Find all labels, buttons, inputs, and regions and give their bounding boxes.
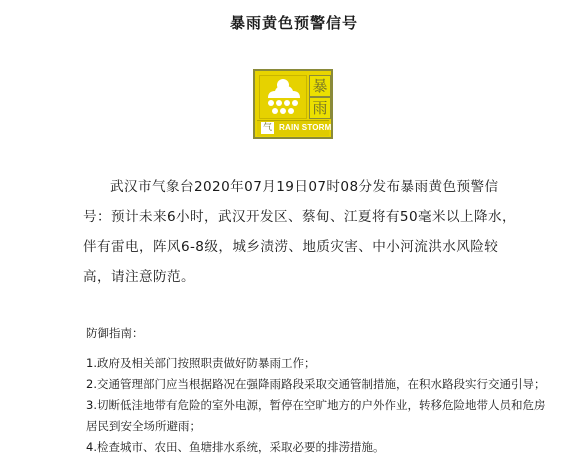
warning-char-bottom: 雨 <box>309 97 331 119</box>
page-title: 暴雨黄色预警信号 <box>229 14 358 32</box>
meteorology-logo-icon: 气 <box>262 123 272 133</box>
warning-label-band <box>257 120 332 136</box>
guide-heading: 防御指南： <box>86 326 144 340</box>
guide-list <box>86 353 546 458</box>
warning-label-en: RAIN STORM <box>279 123 332 132</box>
guide-item: 3.切断低洼地带有危险的室外电源，暂停在空旷地方的户外作业，转移危险地带人员和危房居民到安全场所避雨； <box>86 398 546 433</box>
guide-item: 2.交通管理部门应当根据路况在强降雨路段采取交通管制措施，在积水路段实行交通引导； <box>86 377 546 391</box>
warning-char-top: 暴 <box>309 75 331 97</box>
warning-body-text: 武汉市气象台2020年07月19日07时08分发布暴雨黄色预警信号：预计未来6小时，武汉开发区、蔡甸、江夏将有50毫米以上降水，伴有雷电，阵风6-8级，城乡渍涝、地质灾害、中小河流洪水风险较高，请注意防范。 <box>83 179 516 285</box>
cloud-rain-icon <box>259 75 307 119</box>
rainstorm-yellow-warning-icon <box>253 69 333 139</box>
guide-item: 1.政府及相关部门按照职责做好防暴雨工作； <box>86 356 316 370</box>
guide-item: 4.检查城市、农田、鱼塘排水系统，采取必要的排涝措施。 <box>86 440 385 454</box>
defense-guide <box>86 323 546 458</box>
